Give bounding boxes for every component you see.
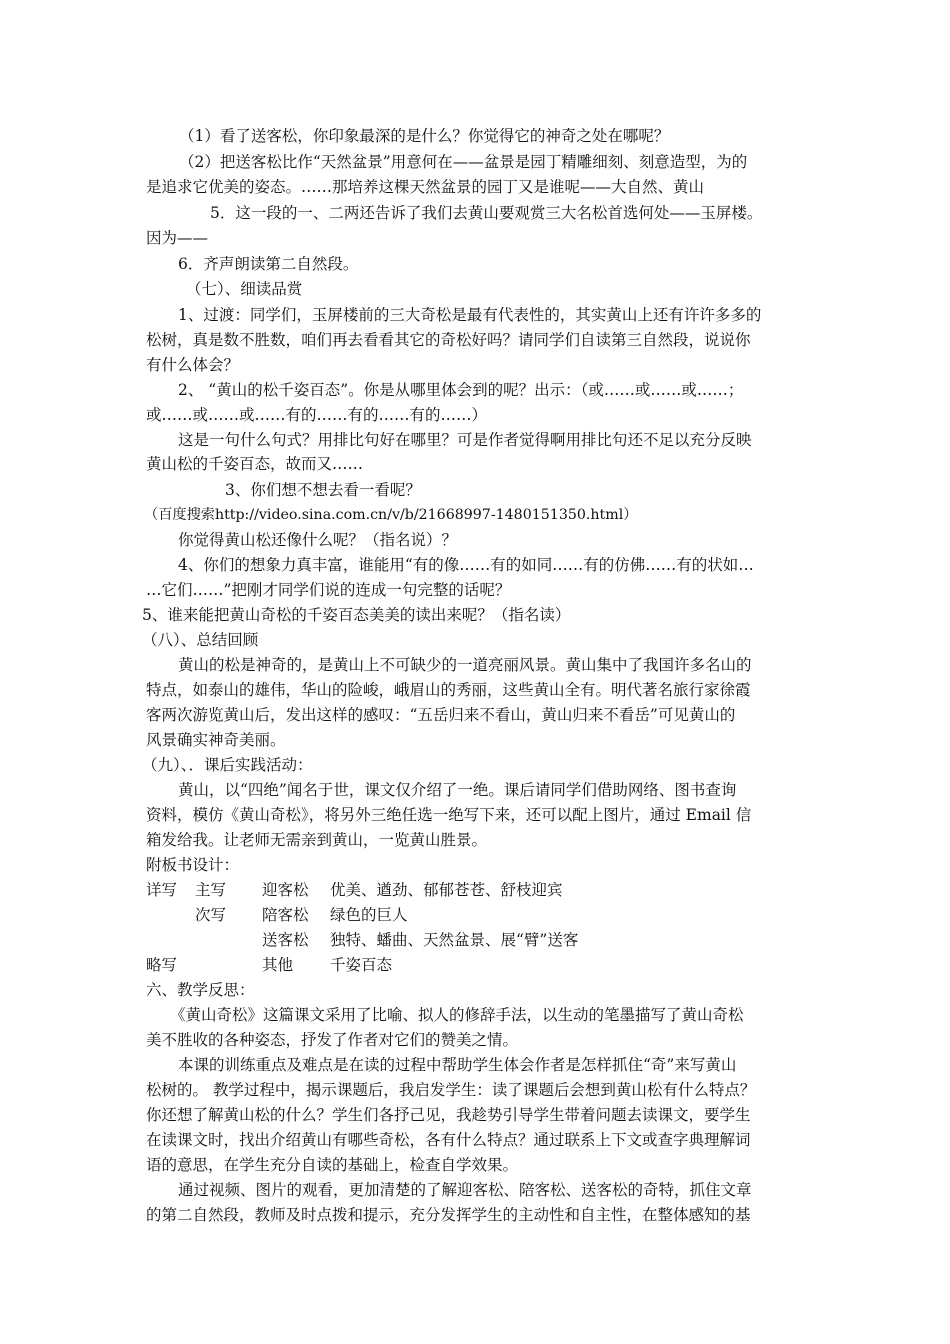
text-line: 这是一句什么句式？用排比句好在哪里？可是作者觉得啊用排比句还不足以充分反映: [178, 431, 752, 449]
text-line: 你还想了解黄山松的什么？学生们各抒己见，我趁势引导学生带着问题去读课文，要学生: [146, 1106, 751, 1124]
board-cell: 优美、遒劲、郁郁苍苍、舒枝迎宾: [330, 881, 563, 899]
board-cell: 迎客松: [262, 881, 309, 899]
text-line: 5、谁来能把黄山奇松的千姿百态美美的读出来呢？（指名读）: [142, 606, 571, 624]
text-line: 是追求它优美的姿态。……那培养这棵天然盆景的园丁又是谁呢——大自然、黄山: [146, 178, 705, 196]
text-line: 你觉得黄山松还像什么呢？（指名说）？: [178, 531, 458, 549]
board-cell: 陪客松: [262, 906, 309, 924]
text-line: 松树，真是数不胜数，咱们再去看看其它的奇松好吗？请同学们自读第三自然段，说说你: [146, 331, 751, 349]
text-line: （1）看了送客松，你印象最深的是什么？你觉得它的神奇之处在哪呢？: [179, 127, 670, 145]
text-line: 黄山松的千姿百态，故而又……: [146, 455, 364, 473]
text-line: …它们……”把刚才同学们说的连成一句完整的话呢？: [146, 581, 511, 599]
text-line: 资料，模仿《黄山奇松》，将另外三绝任选一绝写下来，还可以配上图片，通过 Email 信: [146, 806, 752, 824]
text-line: 4、你们的想象力真丰富，谁能用“有的像……有的如同……有的仿佛……有的状如…: [178, 556, 754, 574]
text-line: 或……或……或……有的……有的……有的……）: [146, 406, 488, 424]
board-cell: 详写: [146, 881, 178, 899]
board-cell: 送客松: [262, 931, 309, 949]
text-line: 5．这一段的一、二两还告诉了我们去黄山要观赏三大名松首选何处——玉屏楼。: [210, 204, 763, 222]
section-heading: （七）、细读品赏: [186, 280, 303, 298]
text-line: 客两次游览黄山后，发出这样的感叹：“五岳归来不看山，黄山归来不看岳”可见黄山的: [146, 706, 736, 724]
text-line: 2、 “黄山的松千姿百态”。你是从哪里体会到的呢？出示：（或……或……或……；: [178, 381, 744, 399]
text-line: 通过视频、图片的观看，更加清楚的了解迎客松、陪客松、送客松的奇特，抓住文章: [178, 1181, 752, 1199]
text-line: 的第二自然段，教师及时点拨和提示，充分发挥学生的主动性和自主性，在整体感知的基: [146, 1206, 751, 1224]
text-line: 语的意思，在学生充分自读的基础上，检查自学效果。: [146, 1156, 519, 1174]
text-line: 3、你们想不想去看一看呢？: [225, 481, 421, 499]
section-heading: 六、教学反思：: [146, 981, 255, 999]
text-line: 本课的训练重点及难点是在读的过程中帮助学生体会作者是怎样抓住“奇”来写黄山: [178, 1056, 737, 1074]
text-line: 有什么体会？: [146, 356, 240, 374]
board-cell: 千姿百态: [330, 956, 393, 974]
text-line: 松树的。 教学过程中，揭示课题后，我启发学生：读了课题后会想到黄山松有什么特点？: [146, 1081, 756, 1099]
text-line: （2）把送客松比作“天然盆景”用意何在——盆景是园丁精雕细刻、刻意造型，为的: [179, 153, 748, 171]
text-line: 因为——: [146, 229, 209, 247]
text-line: 在读课文时，找出介绍黄山有哪些奇松，各有什么特点？通过联系上下文或查字典理解词: [146, 1131, 751, 1149]
section-heading: （八）、总结回顾: [142, 631, 259, 649]
text-line: 风景确实神奇美丽。: [146, 731, 286, 749]
text-line: 箱发给我。让老师无需亲到黄山，一览黄山胜景。: [146, 831, 488, 849]
section-heading: 附板书设计：: [146, 856, 240, 874]
text-line: 特点，如泰山的雄伟，华山的险峻，峨眉山的秀丽，这些黄山全有。明代著名旅行家徐霞: [146, 681, 751, 699]
text-line: 6．齐声朗读第二自然段。: [178, 255, 359, 273]
text-line: 1、过渡：同学们，玉屏楼前的三大奇松是最有代表性的，其实黄山上还有许许多多的: [178, 306, 762, 324]
text-line: 黄山，以“四绝”闻名于世，课文仅介绍了一绝。课后请同学们借助网络、图书查询: [178, 781, 737, 799]
board-cell: 主写: [195, 881, 227, 899]
board-cell: 其他: [262, 956, 294, 974]
board-cell: 独特、蟠曲、天然盆景、展“臂”送客: [330, 931, 579, 949]
board-cell: 次写: [195, 906, 227, 924]
text-line: 美不胜收的各种姿态，抒发了作者对它们的赞美之情。: [146, 1031, 519, 1049]
board-cell: 绿色的巨人: [330, 906, 408, 924]
text-line: 《黄山奇松》这篇课文采用了比喻、拟人的修辞手法，以生动的笔墨描写了黄山奇松: [170, 1006, 744, 1024]
text-line: 黄山的松是神奇的，是黄山上不可缺少的一道亮丽风景。黄山集中了我国许多名山的: [178, 656, 752, 674]
board-cell: 略写: [146, 956, 178, 974]
search-link-line: （百度搜索http://video.sina.com.cn/v/b/21668997-1480151350.html）: [144, 507, 638, 523]
section-heading: （九）、．课后实践活动：: [142, 756, 313, 774]
